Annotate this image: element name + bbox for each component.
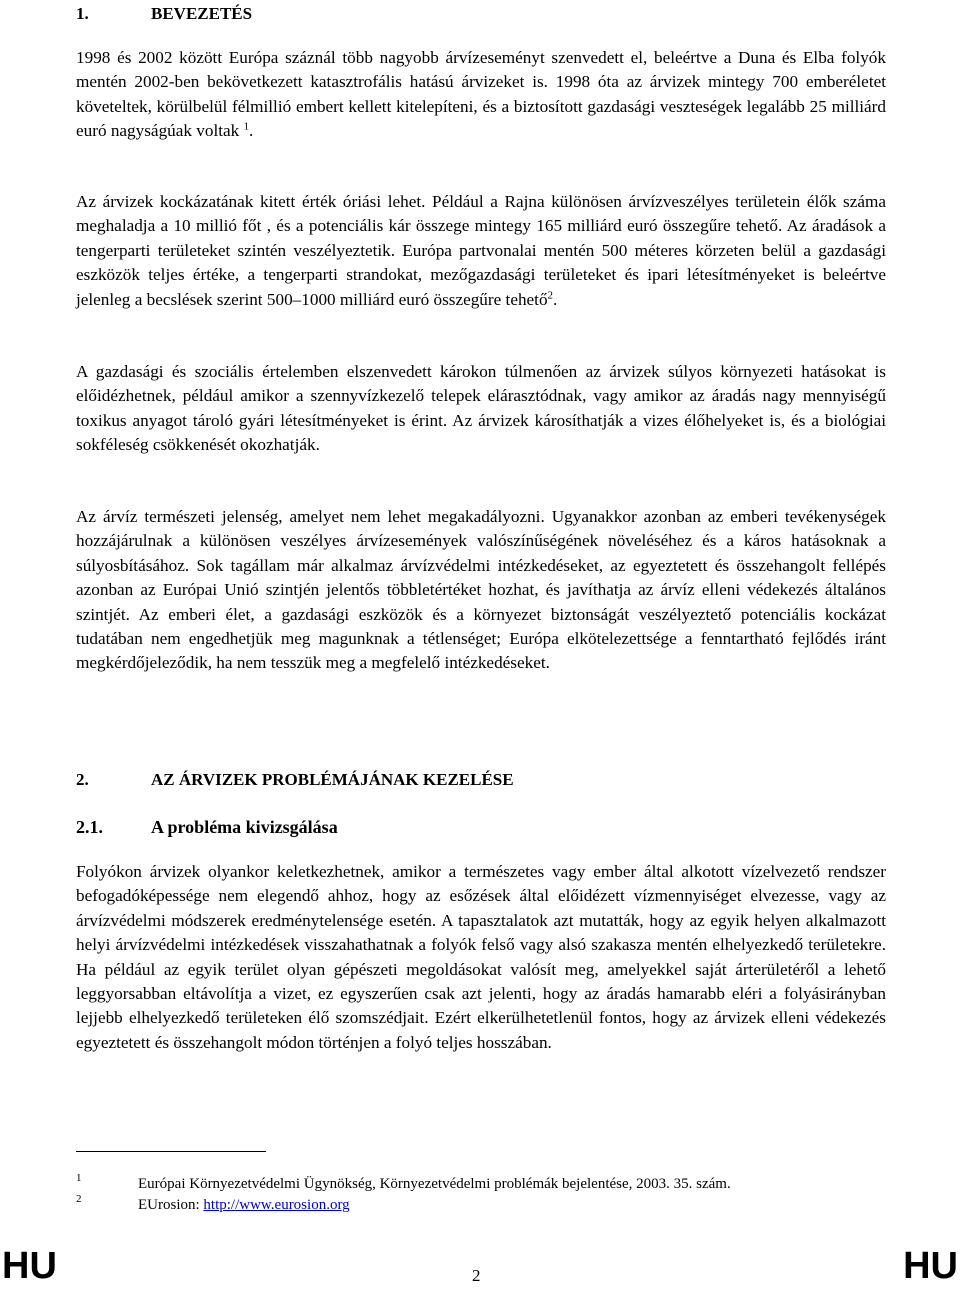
footnote-2-prefix: EUrosion: bbox=[138, 1197, 204, 1213]
footnote-2-mark: 2 bbox=[76, 1193, 82, 1205]
intro-paragraph-1-text: 1998 és 2002 között Európa száznál több nagyobb árvízeseményt szenvedett el, beleértve a Duna és Elba folyók mentén 2002-ben bekövetkezett katasztrofális hatású árvizeket is. 1998 óta az árvizek mintegy 700 emberéletet követeltek, körülbelül félmillió embert kellett kitelepíteni, és a biztosított gazdasági veszteségek legalább 25 milliárd euró nagyságúak voltak bbox=[76, 48, 886, 141]
section-1-heading bbox=[76, 4, 252, 24]
section-2-number: 2. bbox=[76, 770, 89, 789]
footnote-2-text bbox=[138, 1196, 350, 1214]
footnote-ref-1[interactable]: 1 bbox=[243, 120, 250, 133]
section-2-1-title: A probléma kivizsgálása bbox=[151, 817, 338, 837]
intro-paragraph-2-text: Az árvizek kockázatának kitett érték óriási lehet. Például a Rajna különösen árvízveszélyes területein élők száma meghaladja a 10 millió főt , és a potenciális kár összege mintegy 165 milliárd euró összegűre tehető. Az áradások a tengerparti területeket szintén veszélyeztetik. Európa partvonalai mentén 500 méteres körzeten belül a gazdasági eszközök teljes értéke, a tengerparti strandokat, mezőgazdasági területeket és ipari létesítményeket is beleértve jelenleg a becslések szerint 500–1000 milliárd euró összegűre tehető bbox=[76, 192, 886, 309]
footnote-separator bbox=[76, 1151, 266, 1152]
intro-paragraph-3: A gazdasági és szociális értelemben elszenvedett károkon túlmenően az árvizek súlyos környezeti hatásokat is előidézhetnek, például amikor a szennyvízkezelő telepek elárasztódnak, vagy amikor az áradás nagy mennyiségű toxikus anyagot tároló gyári létesítményeket is érint. Az árvizek károsíthatják a vizes élőhelyeket is, és a biológiai sokféleség csökkenését okozhatják. bbox=[76, 362, 886, 455]
section-2-1-heading bbox=[76, 816, 338, 838]
section-2-1-number: 2.1. bbox=[76, 817, 103, 837]
intro-paragraph-4: Az árvíz természeti jelenség, amelyet nem lehet megakadályozni. Ugyanakkor azonban az emberi tevékenységek hozzájárulnak a különösen veszélyes árvízesemények valószínűségének növeléséhez és a káros hatásoknak a súlyosbításához. Sok tagállam már alkalmaz árvízvédelmi intézkedéseket, az egyeztetett és összehangolt fellépés azonban az Európai Unió szintjén jelentős többletértéket hozhat, és javíthatja az árvíz elleni védekezés általános szintjét. Az emberi élet, a gazdasági eszközök és a környezet biztonságát veszélyeztető potenciális kockázat tudatában nem engedhetjük meg magunknak a tétlenséget; Európa elkötelezettsége a fenntartható fejlődés iránt megkérdőjeleződik, ha nem tesszük meg a megfelelő intézkedéseket. bbox=[76, 507, 886, 673]
footnote-ref-2[interactable]: 2 bbox=[547, 288, 554, 301]
section-1-number: 1. bbox=[76, 4, 89, 23]
intro-paragraph-1-end: . bbox=[249, 121, 254, 141]
footer-language-left: HU bbox=[2, 1245, 57, 1287]
section-2-heading bbox=[76, 770, 514, 790]
section-1-title: BEVEZETÉS bbox=[151, 4, 253, 23]
page-number: 2 bbox=[472, 1266, 481, 1285]
footer-language-right: HU bbox=[903, 1245, 958, 1287]
intro-paragraph-1 bbox=[76, 46, 886, 144]
eurosion-link[interactable]: http://www.eurosion.org bbox=[203, 1197, 350, 1213]
footnote-1-text: Európai Környezetvédelmi Ügynökség, Környezetvédelmi problémák bejelentése, 2003. 35. szám. bbox=[138, 1176, 731, 1192]
footnote-1-mark: 1 bbox=[76, 1172, 82, 1184]
section-2-title: AZ ÁRVIZEK PROBLÉMÁJÁNAK KEZELÉSE bbox=[151, 770, 514, 789]
section-2-1-paragraph: Folyókon árvizek olyankor keletkezhetnek, amikor a természetes vagy ember által alkotott vízelvezető rendszer befogadóképessége nem elegendő ahhoz, hogy az esőzések által előidézett vízmennyiséget elvezesse, vagy az árvízvédelmi módszerek eredménytelensége esetén. A tapasztalatok azt mutatták, hogy az egyik helyen alkalmazott helyi árvízvédelmi intézkedések visszahathatnak a folyók felső vagy alsó szakasza mentén elhelyezkedő területekre. Ha például az egyik terület olyan gépészeti megoldásokat valósít meg, amelyekkel saját árterületéről a lehető leggyorsabban eltávolítja a vizet, ez egyszerűen csak azt jelenti, hogy az áradás hamarabb eléri a folyásirányban lejjebb elhelyezkedő területeken élő szomszédjait. Ezért elkerülhetetlenül fontos, hogy az árvizek elleni védekezés egyeztetett és összehangolt módon történjen a folyó teljes hosszában. bbox=[76, 862, 886, 1052]
intro-paragraph-2 bbox=[76, 190, 886, 312]
intro-paragraph-2-end: . bbox=[553, 289, 558, 309]
